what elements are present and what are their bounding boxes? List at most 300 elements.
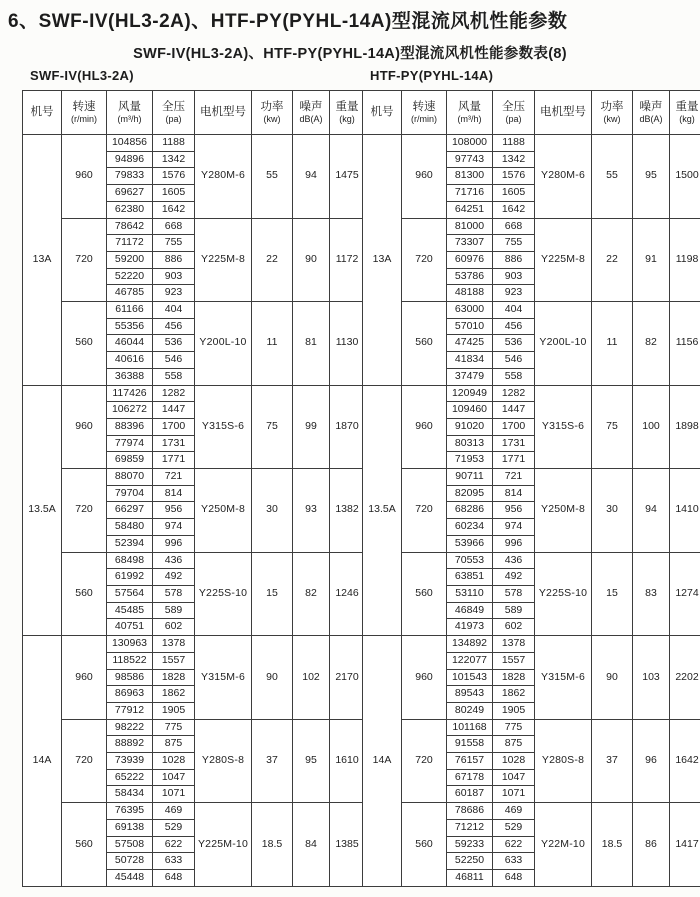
- header-row: [363, 91, 700, 135]
- pressure-cell: 404: [493, 302, 535, 319]
- pressure-cell: 1028: [493, 753, 535, 770]
- power-cell: 75: [252, 385, 293, 469]
- header-motor: [195, 91, 252, 135]
- model-cell: 13.5A: [363, 385, 402, 636]
- header-weight-label: 重量: [330, 101, 364, 114]
- pressure-cell: 974: [493, 519, 535, 536]
- header-motor: [535, 91, 592, 135]
- motor-cell: Y200L-10: [535, 302, 592, 386]
- pressure-cell: 755: [153, 235, 195, 252]
- pressure-cell: 1188: [153, 135, 195, 152]
- pressure-cell: 875: [493, 736, 535, 753]
- flow-cell: 134892: [447, 636, 493, 653]
- pressure-cell: 775: [493, 719, 535, 736]
- pressure-cell: 775: [153, 719, 195, 736]
- weight-cell: 1172: [330, 218, 365, 302]
- power-cell: 15: [252, 552, 293, 636]
- header-weight-unit: (kg): [670, 114, 700, 124]
- table-row: [363, 803, 700, 820]
- pressure-cell: 492: [153, 569, 195, 586]
- motor-cell: Y22M-10: [535, 803, 592, 887]
- rpm-cell: 560: [402, 552, 447, 636]
- rpm-cell: 720: [62, 719, 107, 803]
- weight-cell: 1475: [330, 135, 365, 219]
- pressure-cell: 536: [493, 335, 535, 352]
- flow-cell: 46785: [107, 285, 153, 302]
- noise-cell: 90: [293, 218, 330, 302]
- table-row: [363, 552, 700, 569]
- rpm-cell: 720: [62, 218, 107, 302]
- power-cell: 18.5: [592, 803, 633, 887]
- flow-cell: 68286: [447, 502, 493, 519]
- flow-cell: 36388: [107, 368, 153, 385]
- pressure-cell: 814: [153, 485, 195, 502]
- pressure-cell: 923: [153, 285, 195, 302]
- power-cell: 15: [592, 552, 633, 636]
- header-power: [252, 91, 293, 135]
- header-flow: [107, 91, 153, 135]
- model-cell: 13A: [363, 135, 402, 386]
- header-flow-unit: (m³/h): [107, 114, 152, 124]
- header-weight: [330, 91, 365, 135]
- flow-cell: 69138: [107, 819, 153, 836]
- rpm-cell: 560: [62, 552, 107, 636]
- flow-cell: 59200: [107, 251, 153, 268]
- header-flow-label: 风量: [447, 101, 492, 114]
- flow-cell: 67178: [447, 769, 493, 786]
- flow-cell: 59233: [447, 836, 493, 853]
- noise-cell: 82: [293, 552, 330, 636]
- header-motor-label: 电机型号: [195, 106, 251, 119]
- pressure-cell: 1771: [153, 452, 195, 469]
- table-row: [23, 552, 365, 569]
- performance-table-htf: [362, 90, 700, 887]
- pressure-cell: 578: [153, 585, 195, 602]
- pressure-cell: 755: [493, 235, 535, 252]
- noise-cell: 93: [293, 469, 330, 553]
- flow-cell: 94896: [107, 151, 153, 168]
- header-motor-label: 电机型号: [535, 106, 591, 119]
- flow-cell: 40751: [107, 619, 153, 636]
- flow-cell: 76157: [447, 753, 493, 770]
- flow-cell: 78686: [447, 803, 493, 820]
- flow-cell: 61992: [107, 569, 153, 586]
- flow-cell: 46849: [447, 602, 493, 619]
- header-pressure: [493, 91, 535, 135]
- pressure-cell: 1047: [493, 769, 535, 786]
- pressure-cell: 622: [493, 836, 535, 853]
- pressure-cell: 875: [153, 736, 195, 753]
- noise-cell: 103: [633, 636, 670, 720]
- flow-cell: 52394: [107, 535, 153, 552]
- pressure-cell: 1642: [153, 201, 195, 218]
- header-rpm-label: 转速: [62, 101, 106, 114]
- flow-cell: 98222: [107, 719, 153, 736]
- power-cell: 55: [592, 135, 633, 219]
- flow-cell: 41973: [447, 619, 493, 636]
- power-cell: 90: [592, 636, 633, 720]
- flow-cell: 60976: [447, 251, 493, 268]
- pressure-cell: 1642: [493, 201, 535, 218]
- noise-cell: 102: [293, 636, 330, 720]
- flow-cell: 79704: [107, 485, 153, 502]
- header-power-unit: (kw): [592, 114, 632, 124]
- flow-cell: 57508: [107, 836, 153, 853]
- header-model-label: 机号: [23, 106, 61, 119]
- table-row: [363, 469, 700, 486]
- weight-cell: 1156: [670, 302, 700, 386]
- table-block-htf: [362, 64, 696, 887]
- weight-cell: 1382: [330, 469, 365, 553]
- flow-cell: 97743: [447, 151, 493, 168]
- rpm-cell: 960: [402, 135, 447, 219]
- pressure-cell: 668: [153, 218, 195, 235]
- weight-cell: 1246: [330, 552, 365, 636]
- motor-cell: Y315M-6: [535, 636, 592, 720]
- pressure-cell: 648: [153, 869, 195, 886]
- pressure-cell: 633: [153, 853, 195, 870]
- header-noise: [293, 91, 330, 135]
- flow-cell: 64251: [447, 201, 493, 218]
- pressure-cell: 668: [493, 218, 535, 235]
- motor-cell: Y315M-6: [195, 636, 252, 720]
- motor-cell: Y225S-10: [535, 552, 592, 636]
- motor-cell: Y315S-6: [535, 385, 592, 469]
- flow-cell: 82095: [447, 485, 493, 502]
- model-cell: 13A: [23, 135, 62, 386]
- noise-cell: 94: [633, 469, 670, 553]
- table-row: [23, 803, 365, 820]
- flow-cell: 106272: [107, 402, 153, 419]
- pressure-cell: 1047: [153, 769, 195, 786]
- rpm-cell: 560: [402, 803, 447, 887]
- flow-cell: 41834: [447, 352, 493, 369]
- header-rpm: [402, 91, 447, 135]
- flow-cell: 53966: [447, 535, 493, 552]
- header-noise-unit: dB(A): [293, 114, 329, 124]
- noise-cell: 86: [633, 803, 670, 887]
- header-weight-unit: (kg): [330, 114, 364, 124]
- power-cell: 90: [252, 636, 293, 720]
- pressure-cell: 436: [153, 552, 195, 569]
- noise-cell: 82: [633, 302, 670, 386]
- table-block-swf: [22, 64, 356, 887]
- header-noise-label: 噪声: [633, 101, 669, 114]
- pressure-cell: 633: [493, 853, 535, 870]
- pressure-cell: 558: [493, 368, 535, 385]
- table-row: [363, 636, 700, 653]
- table-row: [23, 302, 365, 319]
- pressure-cell: 1282: [153, 385, 195, 402]
- table-label-htf: HTF-PY(PYHL-14A): [370, 68, 696, 83]
- pressure-cell: 558: [153, 368, 195, 385]
- flow-cell: 88892: [107, 736, 153, 753]
- flow-cell: 81300: [447, 168, 493, 185]
- pressure-cell: 886: [493, 251, 535, 268]
- power-cell: 22: [252, 218, 293, 302]
- flow-cell: 52250: [447, 853, 493, 870]
- power-cell: 11: [252, 302, 293, 386]
- motor-cell: Y280M-6: [195, 135, 252, 219]
- header-power-label: 功率: [252, 101, 292, 114]
- header-pressure-label: 全压: [493, 101, 534, 114]
- pressure-cell: 1378: [493, 636, 535, 653]
- flow-cell: 77974: [107, 435, 153, 452]
- pressure-cell: 602: [153, 619, 195, 636]
- motor-cell: Y280S-8: [535, 719, 592, 803]
- pressure-cell: 1605: [153, 185, 195, 202]
- pressure-cell: 996: [493, 535, 535, 552]
- flow-cell: 53110: [447, 585, 493, 602]
- flow-cell: 62380: [107, 201, 153, 218]
- pressure-cell: 456: [153, 318, 195, 335]
- table-label-swf: SWF-IV(HL3-2A): [30, 68, 356, 83]
- power-cell: 55: [252, 135, 293, 219]
- flow-cell: 118522: [107, 652, 153, 669]
- rpm-cell: 720: [402, 719, 447, 803]
- weight-cell: 1274: [670, 552, 700, 636]
- pressure-cell: 1557: [493, 652, 535, 669]
- pressure-cell: 1771: [493, 452, 535, 469]
- flow-cell: 80249: [447, 702, 493, 719]
- flow-cell: 120949: [447, 385, 493, 402]
- pressure-cell: 974: [153, 519, 195, 536]
- flow-cell: 57010: [447, 318, 493, 335]
- rpm-cell: 960: [62, 636, 107, 720]
- rpm-cell: 720: [402, 218, 447, 302]
- pressure-cell: 1282: [493, 385, 535, 402]
- pressure-cell: 589: [153, 602, 195, 619]
- noise-cell: 96: [633, 719, 670, 803]
- pressure-cell: 956: [493, 502, 535, 519]
- pressure-cell: 492: [493, 569, 535, 586]
- pressure-cell: 721: [493, 469, 535, 486]
- pressure-cell: 1828: [493, 669, 535, 686]
- noise-cell: 95: [633, 135, 670, 219]
- table-row: [23, 469, 365, 486]
- pressure-cell: 1342: [493, 151, 535, 168]
- header-pressure-unit: (pa): [153, 114, 194, 124]
- noise-cell: 83: [633, 552, 670, 636]
- weight-cell: 1870: [330, 385, 365, 469]
- flow-cell: 61166: [107, 302, 153, 319]
- weight-cell: 1410: [670, 469, 700, 553]
- flow-cell: 91558: [447, 736, 493, 753]
- header-model: [23, 91, 62, 135]
- noise-cell: 95: [293, 719, 330, 803]
- pressure-cell: 529: [493, 819, 535, 836]
- header-model-label: 机号: [363, 106, 401, 119]
- flow-cell: 88396: [107, 418, 153, 435]
- pressure-cell: 1700: [493, 418, 535, 435]
- flow-cell: 70553: [447, 552, 493, 569]
- pressure-cell: 1905: [153, 702, 195, 719]
- flow-cell: 40616: [107, 352, 153, 369]
- weight-cell: 1198: [670, 218, 700, 302]
- pressure-cell: 436: [493, 552, 535, 569]
- flow-cell: 60187: [447, 786, 493, 803]
- power-cell: 22: [592, 218, 633, 302]
- flow-cell: 68498: [107, 552, 153, 569]
- noise-cell: 99: [293, 385, 330, 469]
- header-rpm-label: 转速: [402, 101, 446, 114]
- flow-cell: 77912: [107, 702, 153, 719]
- pressure-cell: 546: [493, 352, 535, 369]
- flow-cell: 130963: [107, 636, 153, 653]
- power-cell: 37: [252, 719, 293, 803]
- motor-cell: Y250M-8: [535, 469, 592, 553]
- pressure-cell: 1071: [493, 786, 535, 803]
- flow-cell: 57564: [107, 585, 153, 602]
- weight-cell: 1500: [670, 135, 700, 219]
- page-subtitle: SWF-IV(HL3-2A)、HTF-PY(PYHL-14A)型混流风机性能参数表(8): [0, 42, 700, 63]
- header-weight: [670, 91, 700, 135]
- pressure-cell: 721: [153, 469, 195, 486]
- model-cell: 14A: [363, 636, 402, 887]
- flow-cell: 55356: [107, 318, 153, 335]
- flow-cell: 71716: [447, 185, 493, 202]
- flow-cell: 45448: [107, 869, 153, 886]
- tables-row: [22, 64, 696, 887]
- performance-table-swf: [22, 90, 365, 887]
- motor-cell: Y280M-6: [535, 135, 592, 219]
- flow-cell: 98586: [107, 669, 153, 686]
- rpm-cell: 560: [402, 302, 447, 386]
- pressure-cell: 1731: [493, 435, 535, 452]
- flow-cell: 89543: [447, 686, 493, 703]
- pressure-cell: 404: [153, 302, 195, 319]
- table-row: [363, 719, 700, 736]
- pressure-cell: 1576: [153, 168, 195, 185]
- header-power-unit: (kw): [252, 114, 292, 124]
- pressure-cell: 886: [153, 251, 195, 268]
- flow-cell: 37479: [447, 368, 493, 385]
- header-pressure-label: 全压: [153, 101, 194, 114]
- flow-cell: 71953: [447, 452, 493, 469]
- flow-cell: 71212: [447, 819, 493, 836]
- noise-cell: 94: [293, 135, 330, 219]
- pressure-cell: 1342: [153, 151, 195, 168]
- pressure-cell: 814: [493, 485, 535, 502]
- header-rpm-unit: (r/min): [402, 114, 446, 124]
- header-model: [363, 91, 402, 135]
- pressure-cell: 546: [153, 352, 195, 369]
- flow-cell: 46044: [107, 335, 153, 352]
- rpm-cell: 720: [62, 469, 107, 553]
- noise-cell: 81: [293, 302, 330, 386]
- weight-cell: 2170: [330, 636, 365, 720]
- motor-cell: Y280S-8: [195, 719, 252, 803]
- rpm-cell: 960: [402, 636, 447, 720]
- noise-cell: 91: [633, 218, 670, 302]
- header-flow-label: 风量: [107, 101, 152, 114]
- pressure-cell: 1605: [493, 185, 535, 202]
- flow-cell: 73939: [107, 753, 153, 770]
- header-pressure: [153, 91, 195, 135]
- motor-cell: Y250M-8: [195, 469, 252, 553]
- flow-cell: 78642: [107, 218, 153, 235]
- rpm-cell: 720: [402, 469, 447, 553]
- flow-cell: 79833: [107, 168, 153, 185]
- weight-cell: 1385: [330, 803, 365, 887]
- table-row: [363, 302, 700, 319]
- flow-cell: 52220: [107, 268, 153, 285]
- noise-cell: 84: [293, 803, 330, 887]
- pressure-cell: 536: [153, 335, 195, 352]
- flow-cell: 88070: [107, 469, 153, 486]
- model-cell: 14A: [23, 636, 62, 887]
- page-title: 6、SWF-IV(HL3-2A)、HTF-PY(PYHL-14A)型混流风机性能参数: [8, 6, 700, 33]
- flow-cell: 101168: [447, 719, 493, 736]
- table-row: [23, 385, 365, 402]
- weight-cell: 1898: [670, 385, 700, 469]
- flow-cell: 58434: [107, 786, 153, 803]
- pressure-cell: 1378: [153, 636, 195, 653]
- flow-cell: 101543: [447, 669, 493, 686]
- header-noise-unit: dB(A): [633, 114, 669, 124]
- pressure-cell: 1576: [493, 168, 535, 185]
- flow-cell: 76395: [107, 803, 153, 820]
- header-noise: [633, 91, 670, 135]
- pressure-cell: 1700: [153, 418, 195, 435]
- flow-cell: 69627: [107, 185, 153, 202]
- pressure-cell: 622: [153, 836, 195, 853]
- power-cell: 18.5: [252, 803, 293, 887]
- header-power: [592, 91, 633, 135]
- header-noise-label: 噪声: [293, 101, 329, 114]
- weight-cell: 1610: [330, 719, 365, 803]
- flow-cell: 63000: [447, 302, 493, 319]
- flow-cell: 66297: [107, 502, 153, 519]
- power-cell: 75: [592, 385, 633, 469]
- table-row: [363, 135, 700, 152]
- header-weight-label: 重量: [670, 101, 700, 114]
- pressure-cell: 903: [153, 268, 195, 285]
- pressure-cell: 1188: [493, 135, 535, 152]
- flow-cell: 90711: [447, 469, 493, 486]
- pressure-cell: 529: [153, 819, 195, 836]
- pressure-cell: 1905: [493, 702, 535, 719]
- flow-cell: 69859: [107, 452, 153, 469]
- header-power-label: 功率: [592, 101, 632, 114]
- header-flow-unit: (m³/h): [447, 114, 492, 124]
- flow-cell: 58480: [107, 519, 153, 536]
- noise-cell: 100: [633, 385, 670, 469]
- motor-cell: Y225M-8: [535, 218, 592, 302]
- pressure-cell: 996: [153, 535, 195, 552]
- pressure-cell: 1731: [153, 435, 195, 452]
- pressure-cell: 1447: [153, 402, 195, 419]
- pressure-cell: 1862: [493, 686, 535, 703]
- header-flow: [447, 91, 493, 135]
- motor-cell: Y225S-10: [195, 552, 252, 636]
- header-pressure-unit: (pa): [493, 114, 534, 124]
- document-page: [0, 6, 700, 897]
- power-cell: 30: [252, 469, 293, 553]
- flow-cell: 65222: [107, 769, 153, 786]
- rpm-cell: 560: [62, 803, 107, 887]
- header-rpm-unit: (r/min): [62, 114, 106, 124]
- rpm-cell: 560: [62, 302, 107, 386]
- weight-cell: 1417: [670, 803, 700, 887]
- table-row: [363, 385, 700, 402]
- flow-cell: 91020: [447, 418, 493, 435]
- flow-cell: 80313: [447, 435, 493, 452]
- header-rpm: [62, 91, 107, 135]
- pressure-cell: 469: [153, 803, 195, 820]
- table-row: [23, 135, 365, 152]
- weight-cell: 1642: [670, 719, 700, 803]
